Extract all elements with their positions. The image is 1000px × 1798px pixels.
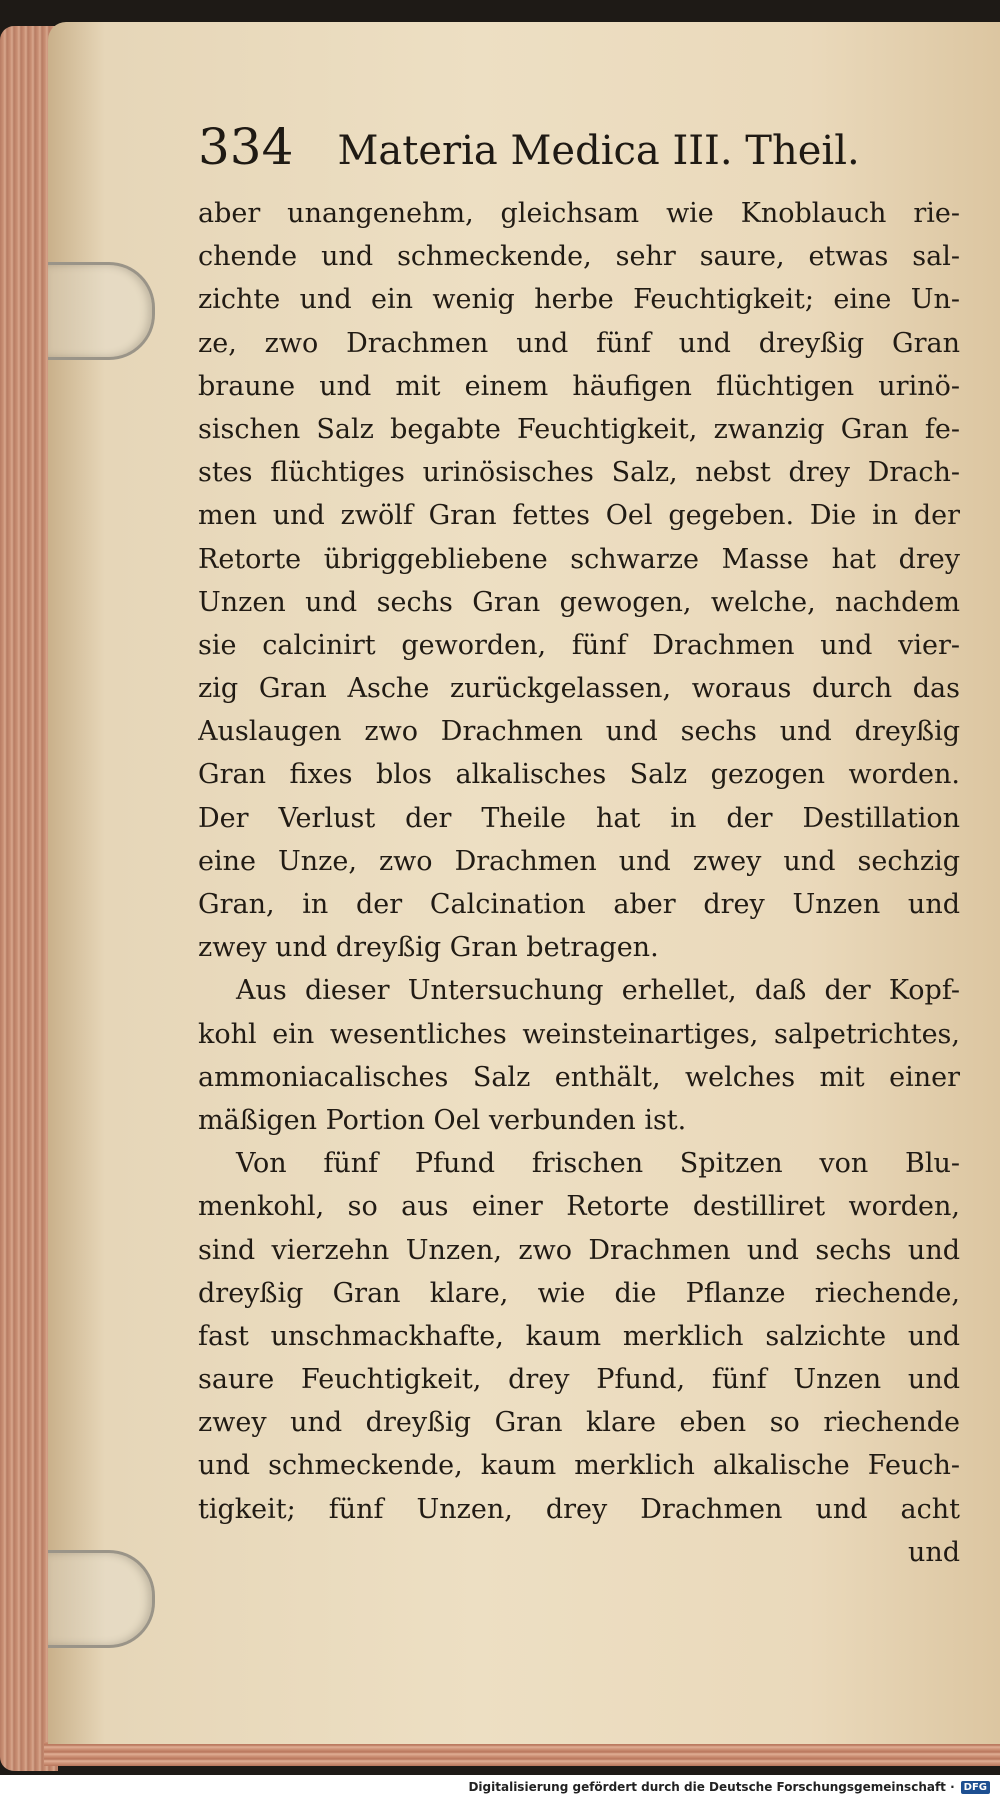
text-line: zichte und ein wenig herbe Feuchtigkeit; eine Un-	[198, 284, 960, 316]
text-line: aber unangenehm, gleichsam wie Knoblauch rie-	[198, 198, 960, 229]
text-line: saure Feuchtigkeit, drey Pfund, fünf Unzen und	[198, 1364, 960, 1396]
text-line: ze, zwo Drachmen und fünf und dreyßig Gran	[198, 327, 960, 359]
text-line: ammoniacalisches Salz enthält, welches mit einer	[198, 1061, 960, 1093]
text-line: dreyßig Gran klare, wie die Pflanze riechende,	[198, 1277, 960, 1309]
text-line: tigkeit; fünf Unzen, drey Drachmen und acht	[198, 1493, 960, 1525]
page-number: 334	[198, 118, 294, 176]
book-bottom-edge	[44, 1742, 1000, 1766]
digitization-credit: Digitalisierung gefördert durch die Deutsche Forschungsgemeinschaft ·	[468, 1780, 955, 1794]
text-line: zwey und dreyßig Gran betragen.	[198, 932, 659, 964]
text-line: menkohl, so aus einer Retorte destilliret worden,	[198, 1191, 960, 1223]
dfg-logo-icon: DFG	[961, 1781, 990, 1794]
text-line: mäßigen Portion Oel verbunden ist.	[198, 1104, 687, 1136]
text-line: chende und schmeckende, sehr saure, etwas sal-	[198, 241, 960, 273]
text-line: kohl ein wesentliches weinsteinartiges, salpetrichtes,	[198, 1018, 960, 1050]
text-line: Auslaugen zwo Drachmen und sechs und dreyßig	[198, 716, 960, 748]
text-line: sischen Salz begabte Feuchtigkeit, zwanzig Gran fe-	[198, 413, 960, 445]
text-line: sind vierzehn Unzen, zwo Drachmen und sechs und	[198, 1234, 960, 1266]
text-line: stes flüchtiges urinösisches Salz, nebst drey Drach-	[198, 457, 960, 489]
text-line: Aus dieser Untersuchung erhellet, daß der Kopf-	[236, 975, 960, 1007]
text-line: zwey und dreyßig Gran klare eben so riechende	[198, 1407, 960, 1439]
digitization-footer	[0, 1776, 1000, 1798]
text-line: men und zwölf Gran fettes Oel gegeben. Die in der	[198, 500, 960, 532]
text-line: Gran, in der Calcination aber drey Unzen und	[198, 889, 960, 920]
text-line: Unzen und sechs Gran gewogen, welche, nachdem	[198, 586, 960, 618]
body-text	[198, 192, 960, 1574]
text-line: Retorte übriggebliebene schwarze Masse hat drey	[198, 543, 960, 575]
page-header	[198, 118, 958, 182]
text-line: braune und mit einem häufigen flüchtigen urinö-	[198, 370, 960, 402]
text-line: fast unschmackhafte, kaum merklich salzichte und	[198, 1320, 960, 1352]
book-clip-bottom-icon	[48, 1550, 155, 1648]
running-title: Materia Medica III. Theil.	[337, 128, 860, 174]
catchword: und	[907, 1536, 960, 1568]
text-line: Der Verlust der Theile hat in der Destillation	[198, 802, 960, 834]
text-line: und schmeckende, kaum merklich alkalische Feuch-	[198, 1450, 960, 1482]
book-clip-top-icon	[48, 262, 155, 360]
text-line: eine Unze, zwo Drachmen und zwey und sechzig	[198, 845, 960, 877]
text-line: Von fünf Pfund frischen Spitzen von Blu-	[236, 1148, 960, 1180]
text-line: Gran fixes blos alkalisches Salz gezogen worden.	[198, 759, 960, 791]
text-line: zig Gran Asche zurückgelassen, woraus durch das	[198, 673, 960, 705]
text-line: sie calcinirt geworden, fünf Drachmen und vier-	[198, 629, 960, 661]
